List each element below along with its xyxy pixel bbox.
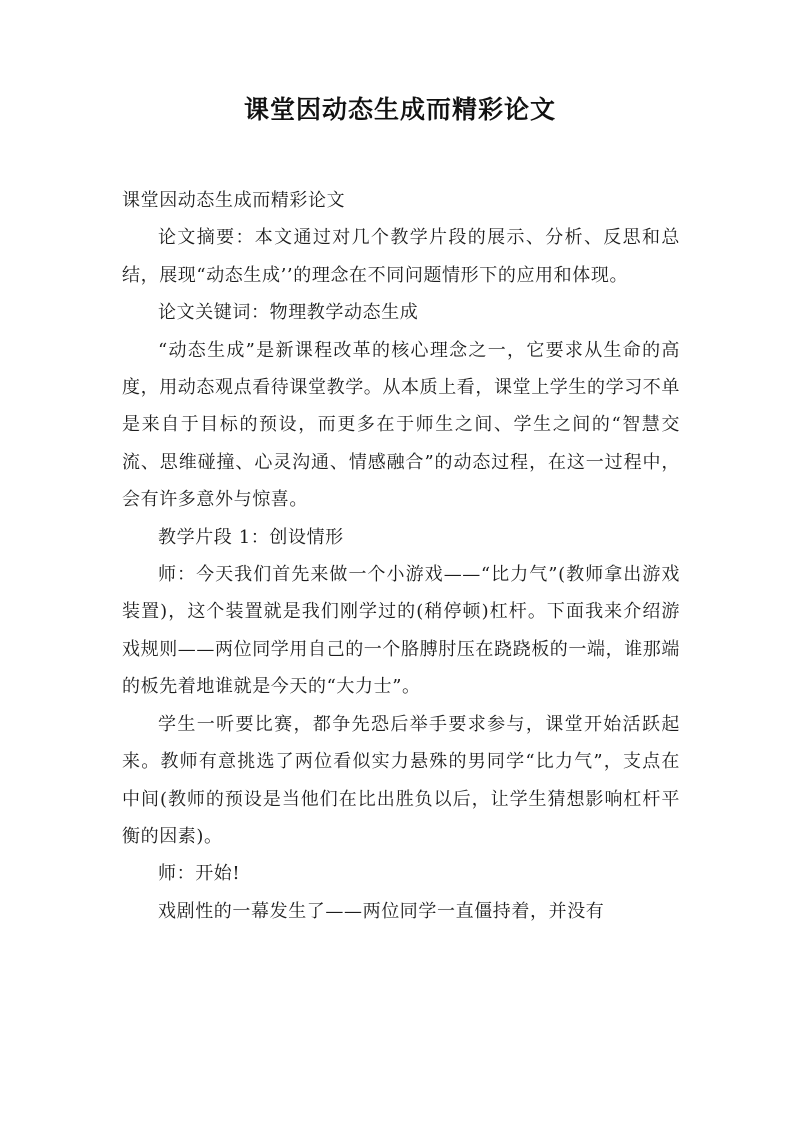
- paragraph-teacher-start: 师：开始!: [158, 863, 241, 885]
- paragraph-students-react: 学生一听要比赛，都争先恐后举手要求参与，课堂开始活跃起来。教师有意挑选了两位看似实力悬殊的男同学“比力气”，支点在中间(教师的预设是当他们在比出胜负以后，让学生猜想影响杠杆平衡的因素)。: [122, 713, 680, 847]
- paragraph-intro: “动态生成”是新课程改革的核心理念之一，它要求从生命的高度，用动态观点看待课堂教学。从本质上看，课堂上学生的学习不单是来自于目标的预设，而更多在于师生之间、学生之间的“智慧交流、思维碰撞、心灵沟通、情感融合”的动态过程，在这一过程中，会有许多意外与惊喜。: [122, 339, 680, 511]
- paragraph-drama: 戏剧性的一幕发生了——两位同学一直僵持着，并没有: [158, 900, 605, 922]
- document-title: 课堂因动态生成而精彩论文: [243, 95, 556, 124]
- paragraph-heading: 课堂因动态生成而精彩论文: [122, 190, 346, 211]
- paragraph-teacher-intro: 师：今天我们首先来做一个小游戏——“比力气”(教师拿出游戏装置)，这个装置就是我们刚学过的(稍停顿)杠杆。下面我来介绍游戏规则——两位同学用自己的一个胳膊肘压在跷跷板的一端，谁那端的板先着地谁就是今天的“大力士”。: [122, 564, 680, 698]
- paragraph-keywords: 论文关键词：物理教学动态生成: [158, 302, 419, 324]
- paragraph-abstract: 论文摘要：本文通过对几个教学片段的展示、分析、反思和总结，展现“动态生成’’的理念在不同问题情形下的应用和体现。: [122, 227, 680, 286]
- paragraph-section-title: 教学片段 1：创设情形: [158, 526, 344, 548]
- document-body: [122, 182, 680, 930]
